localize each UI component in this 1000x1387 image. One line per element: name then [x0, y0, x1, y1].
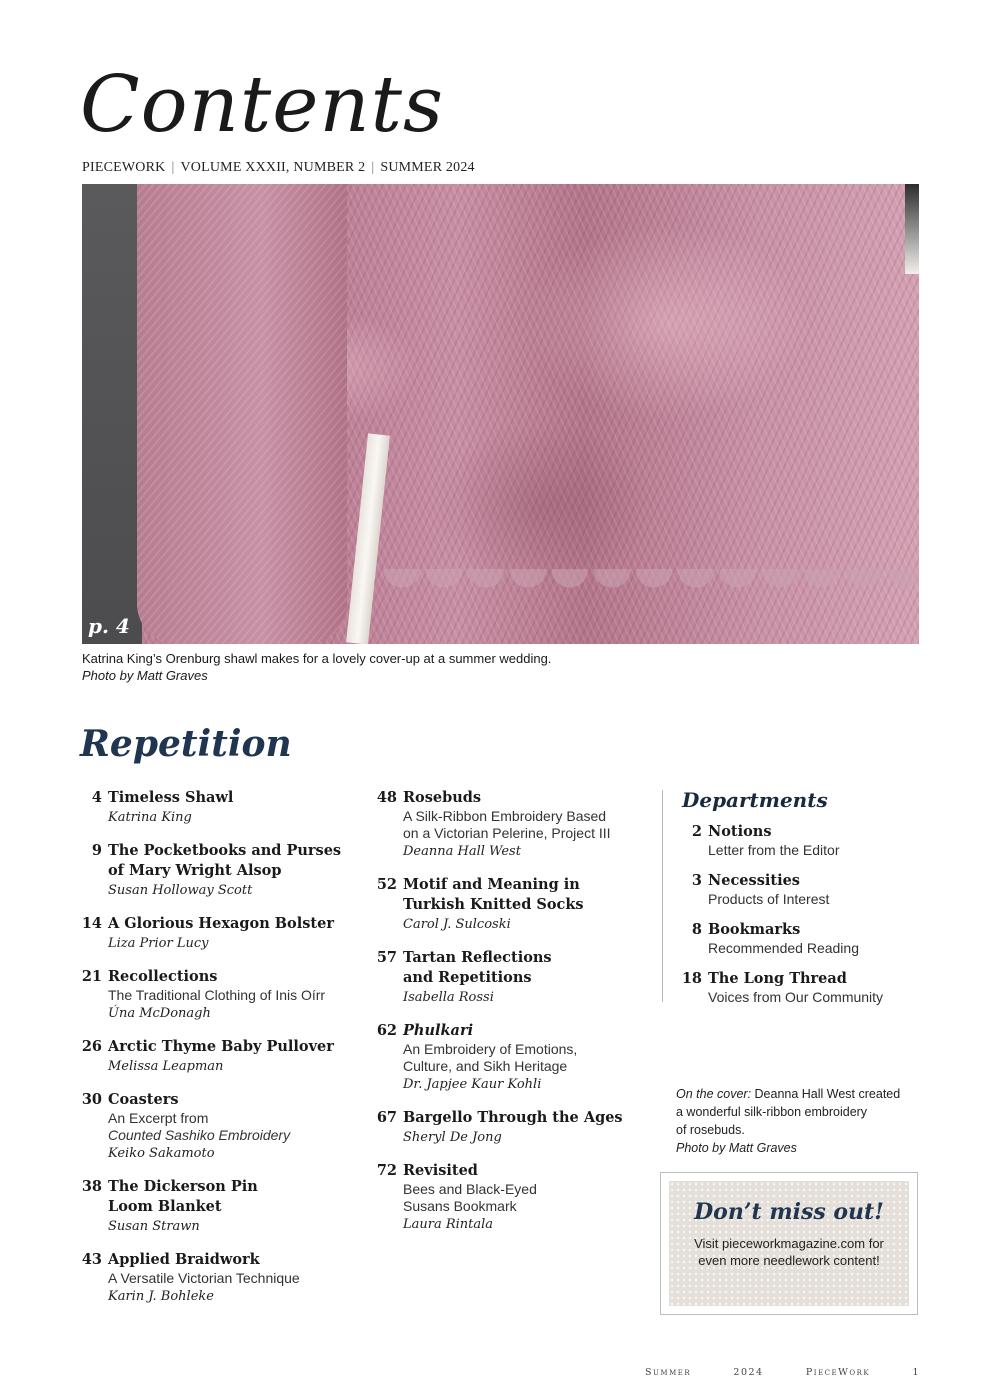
section-title: Repetition [80, 723, 292, 765]
page-number: 3 [691, 872, 702, 889]
page-number: 26 [81, 1038, 102, 1055]
department-title[interactable]: Necessities [708, 872, 800, 889]
promo-box[interactable] [660, 1172, 918, 1315]
entry-body [403, 1108, 655, 1148]
photo-background [82, 184, 142, 644]
separator: | [371, 160, 375, 175]
photo-caption [82, 650, 782, 684]
toc-entry[interactable] [80, 1037, 365, 1077]
departments-title: Departments [682, 788, 828, 812]
entry-body [708, 920, 938, 957]
entry-author: Liza Prior Lucy [108, 936, 209, 951]
entry-body [108, 1090, 365, 1164]
entry-body [108, 788, 365, 828]
entry-title[interactable]: and Repetitions [403, 969, 532, 986]
department-subtitle: Letter from the Editor [708, 842, 840, 858]
page-number: 52 [376, 876, 397, 893]
toc-entry[interactable] [375, 1021, 655, 1095]
separator: | [171, 160, 175, 175]
entry-subtitle: Bees and Black-Eyed [403, 1181, 537, 1197]
toc-entry[interactable] [80, 788, 365, 828]
toc-entry[interactable] [80, 1250, 365, 1307]
entry-body [403, 788, 655, 862]
entry-body [403, 948, 655, 1008]
footer-magazine: PieceWork [805, 1367, 871, 1378]
page-number: 30 [81, 1091, 102, 1108]
entry-title[interactable]: Bargello Through the Ages [403, 1109, 623, 1126]
issue-season: SUMMER 2024 [380, 160, 475, 175]
entry-author: Laura Rintala [403, 1217, 494, 1232]
entry-body [108, 967, 365, 1024]
entry-author: Susan Strawn [108, 1219, 200, 1234]
entry-title[interactable]: Tartan Reflections [403, 949, 552, 966]
entry-title[interactable]: The Pocketbooks and Purses [108, 842, 342, 859]
entry-author: Melissa Leapman [108, 1059, 224, 1074]
entry-body [403, 1021, 655, 1095]
photo-credit: Photo by Matt Graves [82, 668, 208, 683]
entry-body [708, 822, 938, 859]
department-title[interactable]: Bookmarks [708, 921, 801, 938]
promo-text-line: even more needlework content! [698, 1253, 880, 1269]
feature-photo [82, 184, 919, 644]
articles-column-2 [375, 788, 655, 1248]
page-number: 67 [376, 1109, 397, 1126]
department-entry[interactable] [678, 822, 938, 859]
magazine-name: PIECEWORK [82, 160, 166, 175]
promo-headline: Don’t miss out! [694, 1199, 884, 1225]
department-entry[interactable] [678, 969, 938, 1006]
volume-number: VOLUME XXXII, NUMBER 2 [180, 160, 366, 175]
entry-title[interactable]: The Dickerson Pin [108, 1178, 258, 1195]
page-number: 14 [81, 915, 102, 932]
toc-entry[interactable] [375, 788, 655, 862]
entry-author: Karin J. Bohleke [108, 1289, 214, 1304]
toc-entry[interactable] [375, 1161, 655, 1235]
entry-subtitle: An Excerpt from [108, 1110, 209, 1126]
toc-entry[interactable] [375, 1108, 655, 1148]
entry-body [108, 1037, 365, 1077]
entry-body [108, 1177, 365, 1237]
page-number: 8 [691, 921, 702, 938]
entry-author: Sheryl De Jong [403, 1130, 502, 1145]
promo-text-line[interactable]: Visit pieceworkmagazine.com for [694, 1236, 884, 1252]
entry-title[interactable]: Timeless Shawl [108, 789, 234, 806]
toc-entry[interactable] [375, 875, 655, 935]
entry-author: Katrina King [108, 810, 192, 825]
entry-author: Isabella Rossi [403, 990, 494, 1005]
shawl-scalloped-edge [382, 569, 919, 629]
entry-title[interactable]: A Glorious Hexagon Bolster [108, 915, 334, 932]
departments-divider [662, 790, 663, 1002]
entry-body [708, 969, 938, 1006]
entry-title[interactable]: of Mary Wright Alsop [108, 862, 282, 879]
page-number: 43 [81, 1251, 102, 1268]
page-number: 38 [81, 1178, 102, 1195]
entry-author: Dr. Japjee Kaur Kohli [403, 1077, 542, 1092]
department-entry[interactable] [678, 871, 938, 908]
page-number: 4 [91, 789, 102, 806]
page-number: 62 [376, 1022, 397, 1039]
entry-title[interactable]: Motif and Meaning in [403, 876, 580, 893]
footer-year: 2024 [733, 1367, 764, 1378]
department-subtitle: Recommended Reading [708, 940, 859, 956]
entry-author: Deanna Hall West [403, 844, 521, 859]
page-number: 48 [376, 789, 397, 806]
department-subtitle: Voices from Our Community [708, 989, 884, 1005]
cover-note-line: of rosebuds. [676, 1123, 745, 1137]
page-footer [645, 1367, 920, 1378]
photo-page-tag[interactable]: p. 4 [88, 614, 130, 638]
entry-subtitle-book: Counted Sashiko Embroidery [108, 1127, 291, 1143]
shawl-fold [137, 184, 347, 644]
entry-title[interactable]: Turkish Knitted Socks [403, 896, 584, 913]
entry-subtitle: A Versatile Victorian Technique [108, 1270, 300, 1286]
articles-column-1 [80, 788, 365, 1320]
entry-title[interactable]: Rosebuds [403, 789, 482, 806]
department-entry[interactable] [678, 920, 938, 957]
entry-body [403, 875, 655, 935]
page-number: 9 [91, 842, 102, 859]
page-number: 21 [81, 968, 102, 985]
page-number: 72 [376, 1162, 397, 1179]
entry-title[interactable]: Phulkari [403, 1022, 474, 1039]
page-number: 1 [912, 1367, 920, 1378]
entry-subtitle: A Silk-Ribbon Embroidery Based [403, 808, 607, 824]
department-title[interactable]: Notions [708, 823, 772, 840]
department-title[interactable]: The Long Thread [708, 970, 847, 987]
toc-entry[interactable] [80, 1177, 365, 1237]
entry-body [108, 1250, 365, 1307]
issue-line [82, 160, 475, 176]
cover-photo-credit: Photo by Matt Graves [676, 1141, 797, 1155]
entry-author: Susan Holloway Scott [108, 883, 253, 898]
cover-note-line: Deanna Hall West created [751, 1087, 901, 1101]
department-subtitle: Products of Interest [708, 891, 830, 907]
entry-body [108, 841, 365, 901]
cover-note-line: a wonderful silk-ribbon embroidery [676, 1105, 868, 1119]
caption-text: Katrina King’s Orenburg shawl makes for a lovely cover-up at a summer wedding. [82, 651, 552, 666]
entry-body [708, 871, 938, 908]
entry-author: Keiko Sakamoto [108, 1146, 215, 1161]
entry-title[interactable]: Loom Blanket [108, 1198, 222, 1215]
entry-subtitle: An Embroidery of Emotions, [403, 1041, 578, 1057]
entry-title[interactable]: Coasters [108, 1091, 179, 1108]
page-number: 18 [681, 970, 702, 987]
toc-entry[interactable] [375, 948, 655, 1008]
entry-subtitle: Susans Bookmark [403, 1198, 517, 1214]
promo-text [669, 1235, 909, 1269]
entry-author: Úna McDonagh [108, 1006, 211, 1021]
toc-entry[interactable] [80, 841, 365, 901]
toc-entry[interactable] [80, 1090, 365, 1164]
promo-inner [669, 1181, 909, 1306]
toc-entry[interactable] [80, 967, 365, 1024]
entry-author: Carol J. Sulcoski [403, 917, 511, 932]
photo-background-right [905, 184, 919, 274]
page-number: 2 [691, 823, 702, 840]
cover-note-lead: On the cover: [676, 1087, 752, 1101]
entry-body [403, 1161, 655, 1235]
entry-subtitle: on a Victorian Pelerine, Project III [403, 825, 611, 841]
entry-title[interactable]: Revisited [403, 1162, 478, 1179]
page-number: 57 [376, 949, 397, 966]
entry-subtitle: The Traditional Clothing of Inis Oírr [108, 987, 326, 1003]
entry-body [108, 914, 365, 954]
entry-title[interactable]: Recollections [108, 968, 218, 985]
cover-note [676, 1085, 936, 1157]
entry-subtitle: Culture, and Sikh Heritage [403, 1058, 568, 1074]
footer-season: Summer [645, 1367, 692, 1378]
toc-entry[interactable] [80, 914, 365, 954]
departments-list [678, 822, 938, 1018]
entry-title[interactable]: Applied Braidwork [108, 1251, 260, 1268]
page-title: Contents [80, 60, 444, 150]
entry-title[interactable]: Arctic Thyme Baby Pullover [108, 1038, 334, 1055]
